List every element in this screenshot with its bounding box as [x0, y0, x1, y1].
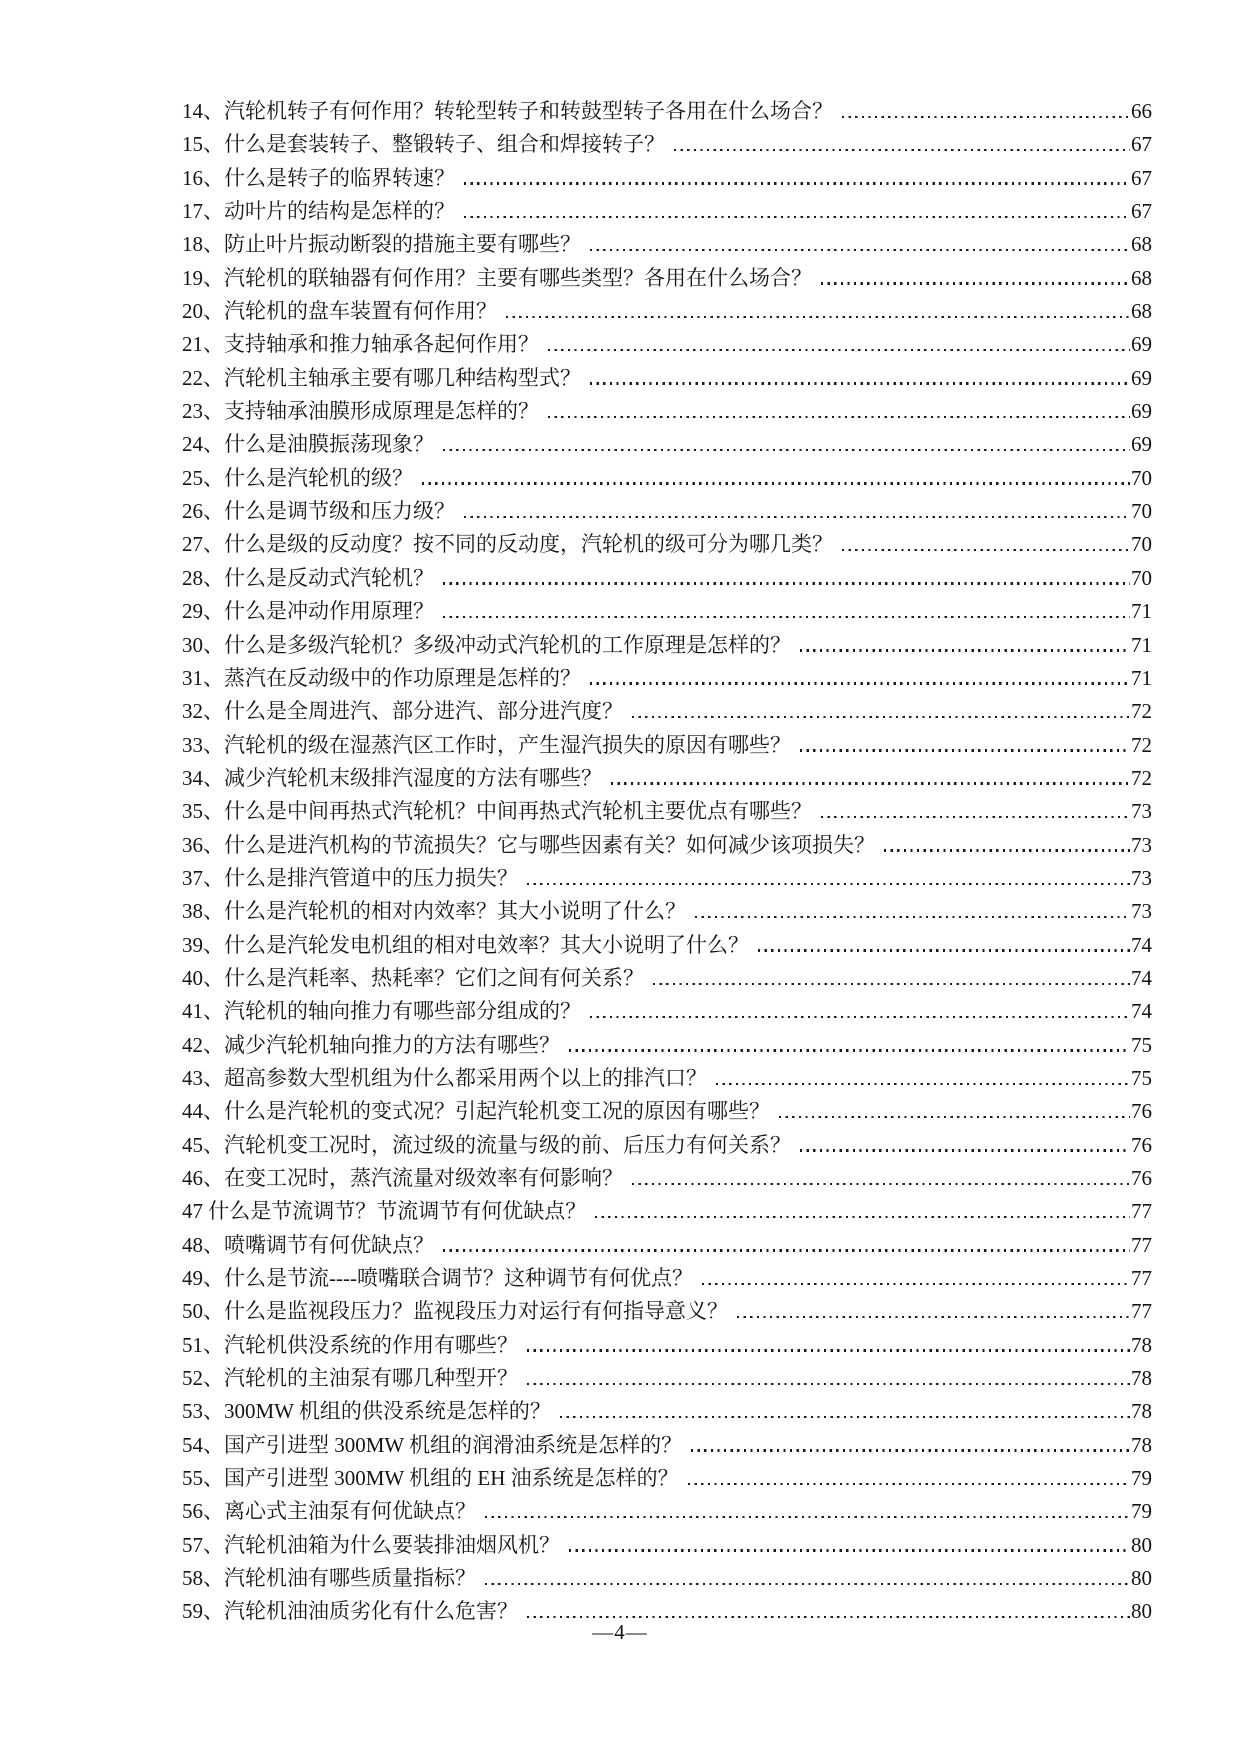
toc-entry-number: 23、 [182, 399, 224, 424]
dotted-leader [758, 949, 1130, 951]
toc-entry-number: 59、 [182, 1599, 224, 1624]
toc-entry-page: 76 [1131, 1099, 1152, 1124]
dotted-leader [674, 149, 1130, 151]
dotted-leader [821, 282, 1130, 284]
toc-entry-number: 55、 [182, 1466, 224, 1491]
toc-entry-number: 40、 [182, 965, 224, 990]
toc-entry-number: 54、 [182, 1432, 224, 1457]
toc-entry[interactable] [182, 895, 1152, 928]
toc-entry[interactable] [182, 1329, 1152, 1362]
toc-entry-title: 汽轮机供没系统的作用有哪些？ [224, 1332, 518, 1357]
dotted-leader [884, 849, 1130, 851]
toc-entry[interactable] [182, 662, 1152, 695]
toc-entry-title: 什么是节流调节？节流调节有何优缺点？ [208, 1199, 587, 1224]
toc-entry-title: 什么是中间再热式汽轮机？中间再热式汽轮机主要优点有哪些？ [224, 799, 812, 824]
toc-entry-page: 78 [1131, 1432, 1152, 1457]
toc-entry[interactable] [182, 729, 1152, 762]
toc-entry-number: 49、 [182, 1266, 224, 1291]
dotted-leader [691, 1449, 1130, 1451]
toc-entry-number: 26、 [182, 499, 224, 524]
toc-entry-title: 汽轮机主轴承主要有哪几种结构型式？ [224, 365, 581, 390]
toc-entry[interactable] [182, 362, 1152, 395]
toc-entry-title: 汽轮机转子有何作用？转轮型转子和转鼓型转子各用在什么场合？ [224, 99, 833, 123]
toc-entry-title: 支持轴承和推力轴承各起何作用？ [224, 332, 539, 357]
dotted-leader [800, 1149, 1130, 1151]
toc-entry-page: 79 [1131, 1499, 1152, 1524]
toc-entry-title: 什么是汽耗率、热耗率？它们之间有何关系？ [224, 965, 644, 990]
toc-entry-number: 53、 [182, 1399, 224, 1424]
toc-entry-title: 蒸汽在反动级中的作功原理是怎样的？ [224, 665, 581, 690]
toc-entry-number: 28、 [182, 565, 224, 590]
toc-entry[interactable] [182, 328, 1152, 361]
toc-entry-title: 300MW 机组的供没系统是怎样的？ [224, 1399, 551, 1424]
toc-entry-title: 支持轴承油膜形成原理是怎样的？ [224, 399, 539, 424]
toc-entry-page: 72 [1131, 765, 1152, 790]
toc-list [182, 95, 1152, 1629]
toc-entry-number: 15、 [182, 132, 224, 157]
toc-entry[interactable] [182, 1062, 1152, 1095]
toc-entry-number: 48、 [182, 1232, 224, 1257]
dotted-leader [716, 1083, 1130, 1085]
toc-entry[interactable] [182, 195, 1152, 228]
toc-entry-page: 73 [1131, 799, 1152, 824]
toc-entry-number: 41、 [182, 999, 224, 1024]
toc-entry-page: 77 [1131, 1299, 1152, 1324]
toc-entry-number: 30、 [182, 632, 224, 657]
toc-entry-title: 什么是进汽机构的节流损失？它与哪些因素有关？如何减少该项损失？ [224, 832, 875, 857]
dotted-leader [527, 1349, 1130, 1351]
toc-entry-title: 汽轮机油有哪些质量指标？ [224, 1566, 476, 1591]
toc-entry[interactable] [182, 1262, 1152, 1295]
toc-entry-page: 68 [1131, 232, 1152, 257]
toc-entry-page: 78 [1131, 1332, 1152, 1357]
toc-entry-title: 减少汽轮机轴向推力的方法有哪些？ [224, 1032, 560, 1057]
dotted-leader [548, 416, 1130, 418]
dotted-leader [464, 216, 1130, 218]
toc-entry[interactable] [182, 1295, 1152, 1328]
toc-entry-title: 汽轮机的级在湿蒸汽区工作时，产生湿汽损失的原因有哪些？ [224, 732, 791, 757]
toc-entry-number: 21、 [182, 332, 224, 357]
toc-entry[interactable] [182, 95, 1152, 128]
toc-entry[interactable] [182, 228, 1152, 261]
toc-entry-number: 44、 [182, 1099, 224, 1124]
toc-entry-number: 39、 [182, 932, 224, 957]
toc-entry[interactable] [182, 1429, 1152, 1462]
toc-entry-title: 汽轮机的盘车装置有何作用？ [224, 299, 497, 324]
dotted-leader [842, 116, 1130, 118]
toc-entry-title: 什么是汽轮机的变式况？引起汽轮机变工况的原因有哪些？ [224, 1099, 770, 1124]
toc-entry-title: 什么是汽轮发电机组的相对电效率？其大小说明了什么？ [224, 932, 749, 957]
toc-entry-page: 68 [1131, 265, 1152, 290]
toc-entry-page: 77 [1131, 1266, 1152, 1291]
dotted-leader [590, 682, 1130, 684]
toc-entry-title: 什么是油膜振荡现象？ [224, 432, 434, 457]
toc-entry[interactable] [182, 428, 1152, 461]
toc-entry[interactable] [182, 462, 1152, 495]
toc-entry-title: 减少汽轮机末级排汽湿度的方法有哪些？ [224, 765, 602, 790]
toc-entry-number: 47 [182, 1199, 209, 1224]
toc-entry-page: 70 [1131, 565, 1152, 590]
dotted-leader [485, 1583, 1130, 1585]
dotted-leader [595, 1216, 1130, 1218]
toc-entry-page: 78 [1131, 1366, 1152, 1391]
toc-entry[interactable] [182, 829, 1152, 862]
toc-entry-page: 75 [1131, 1032, 1152, 1057]
toc-entry-title: 汽轮机油油质劣化有什么危害？ [224, 1599, 518, 1624]
toc-entry-page: 73 [1131, 865, 1152, 890]
toc-entry-number: 33、 [182, 732, 224, 757]
toc-entry[interactable] [182, 1129, 1152, 1162]
toc-entry[interactable] [182, 1462, 1152, 1495]
dotted-leader [548, 349, 1130, 351]
dotted-leader [590, 249, 1130, 251]
dotted-leader [695, 916, 1130, 918]
toc-entry-page: 80 [1131, 1532, 1152, 1557]
toc-entry-number: 20、 [182, 299, 224, 324]
toc-entry-page: 80 [1131, 1599, 1152, 1624]
toc-entry-number: 19、 [182, 265, 224, 290]
toc-entry[interactable] [182, 862, 1152, 895]
toc-entry[interactable] [182, 528, 1152, 561]
toc-entry-page: 71 [1131, 632, 1152, 657]
dotted-leader [464, 516, 1130, 518]
toc-entry-number: 37、 [182, 865, 224, 890]
toc-entry[interactable] [182, 595, 1152, 628]
toc-entry-title: 汽轮机的主油泵有哪几种型开？ [224, 1366, 518, 1391]
toc-entry[interactable] [182, 162, 1152, 195]
dotted-leader [443, 582, 1130, 584]
toc-entry-page: 70 [1131, 465, 1152, 490]
toc-entry[interactable] [182, 1395, 1152, 1428]
toc-entry-page: 80 [1131, 1566, 1152, 1591]
toc-entry-page: 72 [1131, 732, 1152, 757]
toc-entry-title: 在变工况时，蒸汽流量对级效率有何影响？ [224, 1166, 623, 1190]
toc-entry[interactable] [182, 1362, 1152, 1395]
toc-entry-page: 79 [1131, 1466, 1152, 1491]
toc-entry-page: 77 [1131, 1199, 1152, 1224]
toc-entry-page: 67 [1131, 199, 1152, 224]
toc-entry-page: 73 [1131, 899, 1152, 924]
toc-entry-page: 71 [1131, 665, 1152, 690]
toc-entry-page: 69 [1131, 399, 1152, 424]
toc-entry-page: 69 [1131, 365, 1152, 390]
toc-entry[interactable] [182, 1029, 1152, 1062]
toc-entry-title: 什么是监视段压力？监视段压力对运行有何指导意义？ [224, 1299, 728, 1324]
toc-entry-number: 45、 [182, 1132, 224, 1157]
dotted-leader [560, 1416, 1130, 1418]
dotted-leader [800, 649, 1130, 651]
toc-entry[interactable] [182, 929, 1152, 962]
dotted-leader [611, 782, 1130, 784]
toc-entry-page: 69 [1131, 332, 1152, 357]
toc-entry[interactable] [182, 1529, 1152, 1562]
toc-entry-number: 42、 [182, 1032, 224, 1057]
dotted-leader [800, 749, 1130, 751]
toc-entry-number: 57、 [182, 1532, 224, 1557]
dotted-leader [422, 482, 1130, 484]
toc-entry-page: 77 [1131, 1232, 1152, 1257]
toc-entry-number: 58、 [182, 1566, 224, 1591]
toc-entry-number: 43、 [182, 1065, 224, 1090]
dotted-leader [590, 1016, 1130, 1018]
toc-entry-title: 什么是排汽管道中的压力损失？ [224, 865, 518, 890]
toc-entry-page: 74 [1131, 965, 1152, 990]
toc-entry-number: 17、 [182, 199, 224, 224]
toc-entry-title: 汽轮机的联轴器有何作用？主要有哪些类型？各用在什么场合？ [224, 265, 812, 290]
toc-entry-title: 什么是全周进汽、部分进汽、部分进汽度？ [224, 699, 623, 724]
toc-entry-title: 防止叶片振动断裂的措施主要有哪些？ [224, 232, 581, 257]
toc-entry-page: 74 [1131, 932, 1152, 957]
toc-entry-number: 24、 [182, 432, 224, 457]
toc-entry-page: 69 [1131, 432, 1152, 457]
toc-entry-number: 56、 [182, 1499, 224, 1524]
toc-entry-number: 25、 [182, 465, 224, 490]
toc-entry-page: 76 [1131, 1166, 1152, 1190]
toc-entry-title: 国产引进型 300MW 机组的 EH 油系统是怎样的？ [224, 1466, 679, 1491]
dotted-leader [443, 616, 1130, 618]
toc-entry-title: 汽轮机的轴向推力有哪些部分组成的？ [224, 999, 581, 1024]
toc-entry-page: 73 [1131, 832, 1152, 857]
dotted-leader [443, 1249, 1130, 1251]
toc-entry-page: 67 [1131, 165, 1152, 190]
toc-entry-number: 38、 [182, 899, 224, 924]
dotted-leader [527, 1383, 1130, 1385]
toc-entry[interactable] [182, 962, 1152, 995]
toc-entry[interactable] [182, 1562, 1152, 1595]
dotted-leader [702, 1283, 1130, 1285]
dotted-leader [443, 449, 1130, 451]
toc-entry-number: 22、 [182, 365, 224, 390]
toc-entry-title: 汽轮机油箱为什么要装排油烟风机？ [224, 1532, 560, 1557]
dotted-leader [506, 316, 1130, 318]
toc-entry-number: 32、 [182, 699, 224, 724]
toc-entry-number: 51、 [182, 1332, 224, 1357]
toc-entry-page: 70 [1131, 532, 1152, 557]
toc-entry-page: 68 [1131, 299, 1152, 324]
dotted-leader [485, 1516, 1130, 1518]
dotted-leader [653, 983, 1130, 985]
dotted-leader [569, 1049, 1130, 1051]
toc-entry-title: 什么是多级汽轮机？多级冲动式汽轮机的工作原理是怎样的？ [224, 632, 791, 657]
toc-entry-title: 什么是级的反动度？按不同的反动度，汽轮机的级可分为哪几类？ [224, 532, 833, 557]
toc-entry[interactable] [182, 495, 1152, 528]
toc-entry-page: 74 [1131, 999, 1152, 1024]
toc-entry-number: 36、 [182, 832, 224, 857]
toc-entry-page: 67 [1131, 132, 1152, 157]
toc-entry[interactable] [182, 1495, 1152, 1528]
toc-entry-number: 27、 [182, 532, 224, 557]
dotted-leader [821, 816, 1130, 818]
dotted-leader [842, 549, 1130, 551]
toc-entry-title: 什么是冲动作用原理？ [224, 599, 434, 624]
toc-entry-number: 31、 [182, 665, 224, 690]
page-number-footer: —4— [592, 1620, 648, 1644]
dotted-leader [737, 1316, 1130, 1318]
toc-entry-page: 66 [1131, 99, 1152, 123]
toc-entry[interactable] [182, 128, 1152, 161]
toc-entry-number: 34、 [182, 765, 224, 790]
toc-entry-page: 72 [1131, 699, 1152, 724]
toc-entry-number: 50、 [182, 1299, 224, 1324]
toc-entry-number: 18、 [182, 232, 224, 257]
toc-entry-number: 29、 [182, 599, 224, 624]
dotted-leader [464, 182, 1130, 184]
dotted-leader [569, 1549, 1130, 1551]
dotted-leader [632, 716, 1130, 718]
dotted-leader [632, 1183, 1130, 1185]
toc-entry-number: 16、 [182, 165, 224, 190]
toc-entry-title: 什么是节流----喷嘴联合调节？这种调节有何优点？ [224, 1266, 693, 1291]
toc-entry-title: 什么是汽轮机的级？ [224, 465, 413, 490]
toc-entry[interactable] [182, 1162, 1152, 1195]
toc-entry-number: 35、 [182, 799, 224, 824]
dotted-leader [688, 1483, 1130, 1485]
toc-entry-title: 喷嘴调节有何优缺点？ [224, 1232, 434, 1257]
toc-entry[interactable] [182, 1195, 1152, 1228]
toc-entry[interactable] [182, 1095, 1152, 1128]
toc-entry[interactable] [182, 295, 1152, 328]
toc-entry-page: 76 [1131, 1132, 1152, 1157]
toc-entry[interactable] [182, 762, 1152, 795]
toc-entry-page: 78 [1131, 1399, 1152, 1424]
toc-entry[interactable] [182, 795, 1152, 828]
toc-entry[interactable] [182, 562, 1152, 595]
toc-entry-title: 离心式主油泵有何优缺点？ [224, 1499, 476, 1524]
toc-entry[interactable] [182, 995, 1152, 1028]
toc-entry-title: 超高参数大型机组为什么都采用两个以上的排汽口？ [224, 1065, 707, 1090]
toc-entry-title: 动叶片的结构是怎样的？ [224, 199, 455, 224]
toc-entry-title: 国产引进型 300MW 机组的润滑油系统是怎样的？ [224, 1432, 683, 1457]
toc-entry-page: 70 [1131, 499, 1152, 524]
toc-entry-title: 什么是套装转子、整锻转子、组合和焊接转子？ [224, 132, 665, 157]
toc-entry-title: 什么是调节级和压力级？ [224, 499, 455, 524]
toc-entry[interactable] [182, 629, 1152, 662]
toc-entry[interactable] [182, 1229, 1152, 1262]
toc-entry[interactable] [182, 262, 1152, 295]
toc-entry[interactable] [182, 395, 1152, 428]
toc-entry-number: 46、 [182, 1166, 224, 1190]
dotted-leader [527, 1616, 1130, 1618]
toc-entry-page: 71 [1131, 599, 1152, 624]
toc-entry-title: 汽轮机变工况时，流过级的流量与级的前、后压力有何关系？ [224, 1132, 791, 1157]
toc-entry-number: 52、 [182, 1366, 224, 1391]
dotted-leader [527, 883, 1130, 885]
toc-entry-page: 75 [1131, 1065, 1152, 1090]
toc-entry-number: 14、 [182, 99, 224, 123]
dotted-leader [779, 1116, 1130, 1118]
toc-entry-title: 什么是转子的临界转速？ [224, 165, 455, 190]
toc-entry-title: 什么是汽轮机的相对内效率？其大小说明了什么？ [224, 899, 686, 924]
dotted-leader [590, 382, 1130, 384]
toc-entry-title: 什么是反动式汽轮机？ [224, 565, 434, 590]
toc-entry[interactable] [182, 695, 1152, 728]
